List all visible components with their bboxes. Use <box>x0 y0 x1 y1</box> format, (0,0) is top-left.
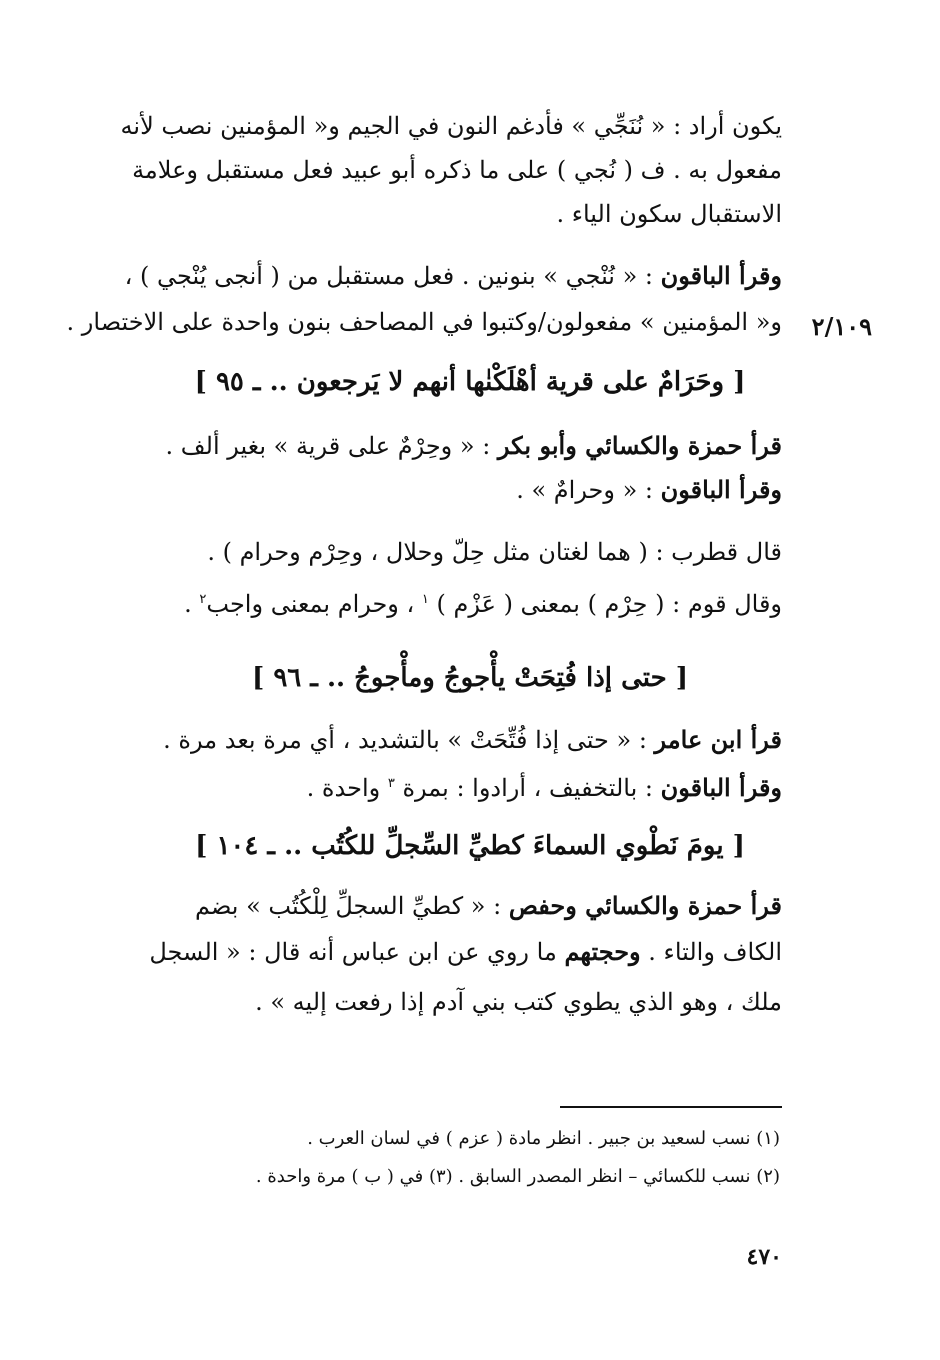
reader-label: قرأ حمزة والكسائي وحفص <box>508 891 782 920</box>
text-line-1: يكون أراد : « نُنَجِّي » فأدغم النون في الجيم و« المؤمنين نصب لأنه <box>120 112 782 140</box>
line-text: : « وحِرْمٌ على قرية » بغير ألف . <box>165 432 498 460</box>
reader-label: قرأ حمزة والكسائي وأبو بكر <box>497 431 782 460</box>
line-text: . <box>184 590 200 618</box>
text-line-13 <box>102 934 782 970</box>
line-text: الكاف والتاء . <box>640 938 782 966</box>
footnote-ref: ١ <box>421 592 429 607</box>
line-text: : « وحرامٌ » . <box>516 476 661 504</box>
footnote-ref: ٣ <box>387 776 395 791</box>
margin-reference: ٢/١٠٩ <box>811 312 872 341</box>
reader-label: قرأ ابن عامر <box>654 725 782 754</box>
text-line-5: و« المؤمنين » مفعولون/وكتبوا في المصاحف بنون واحدة على الاختصار . <box>66 308 782 336</box>
text-line-7 <box>102 472 782 508</box>
line-text: وقال قوم : ( حِرْم ) بمعنى ( عَزْم ) <box>428 590 782 618</box>
reader-label: وقرأ الباقون <box>660 773 782 802</box>
argument-label: وحجتهم <box>564 937 641 966</box>
footnote-1: (١) نسب لسعيد بن جبير . انظر مادة ( عزم ) في لسان العرب . <box>307 1128 780 1149</box>
text-line-3: الاستقبال سكون الياء . <box>556 200 782 228</box>
text-line-8: قال قطرب : ( هما لغتان مثل حِلّ وحلال ، وحِرْم وحرام ) . <box>207 538 782 566</box>
verse-heading-104: [ يومَ نَطْوي السماءَ كطيِّ السِّجلِّ للكُتُب .. ـ ١٠٤ ] <box>195 831 745 861</box>
reader-label: وقرأ الباقون <box>660 475 782 504</box>
line-text: : بالتخفيف ، أرادوا : بمرة <box>394 774 661 802</box>
text-line-12 <box>102 888 782 924</box>
line-text: ما روي عن ابن عباس أنه قال : « السجل <box>149 938 565 966</box>
footnote-ref: ٢ <box>199 592 207 607</box>
line-text: ، وحرام بمعنى واجب <box>206 590 422 618</box>
line-text: : « كطيِّ السجلِّ لِلْكُتُب » بضم <box>194 892 509 920</box>
text-line-2: مفعول به . ف ( نُجي ) على ما ذكره أبو عبيد فعل مستقبل وعلامة <box>132 156 782 184</box>
reader-label: وقرأ الباقون <box>660 261 782 290</box>
verse-heading-96: [ حتى إذا فُتِحَتْ يأْجوجُ ومأْجوجُ .. ـ ٩٦ ] <box>251 663 689 693</box>
text-line-6 <box>102 428 782 464</box>
footnote-divider <box>560 1106 782 1108</box>
line-text: واحدة . <box>306 774 388 802</box>
text-line-11 <box>102 766 782 806</box>
footnote-2: (٢) نسب للكسائي – انظر المصدر السابق . (٣) في ( ب ) مرة واحدة . <box>255 1166 780 1187</box>
text-line-4 <box>102 258 782 294</box>
text-line-14: ملك ، وهو الذي يطوي كتب بني آدم إذا رفعت إليه » . <box>255 988 782 1016</box>
verse-heading-95: [ وحَرَامٌ على قرية أهْلَكْنٰها أنهم لا يَرجعون .. ـ ٩٥ ] <box>194 367 746 397</box>
page-number: ٤٧٠ <box>746 1244 782 1270</box>
text-line-9 <box>102 582 782 622</box>
line-text: : « نُنْجي » بنونين . فعل مستقبل من ( أنجى يُنْجي ) ، <box>124 262 661 290</box>
line-text: : « حتى إذا فُتِّحَتْ » بالتشديد ، أي مرة بعد مرة . <box>163 726 655 754</box>
text-line-10 <box>102 722 782 758</box>
